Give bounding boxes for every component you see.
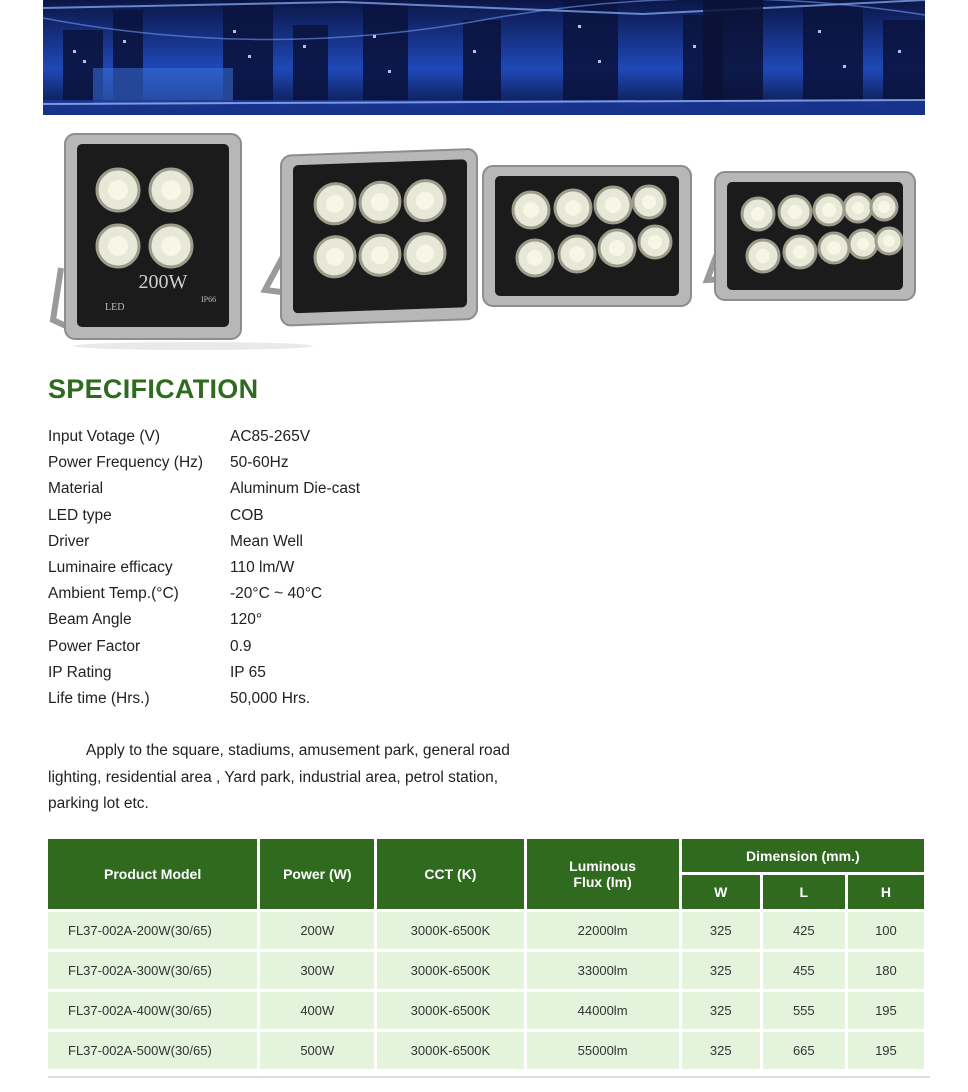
cell-cct: 3000K-6500K: [377, 1032, 523, 1069]
floodlight-500w-image: [707, 172, 915, 300]
header-luminous-flux-line1: Luminous: [569, 858, 637, 874]
product-model-table: [45, 836, 927, 1072]
cell-h: 180: [848, 952, 924, 989]
spec-row: [48, 607, 468, 633]
table-row: [48, 1032, 924, 1069]
spec-label: Ambient Temp.(°C): [48, 585, 179, 603]
cell-w: 325: [682, 912, 760, 949]
header-luminous-flux-line2: Flux (lm): [573, 874, 632, 890]
spec-value: COB: [230, 506, 264, 524]
table-row: [48, 912, 924, 949]
cell-flux: 22000lm: [527, 912, 679, 949]
spec-value: Mean Well: [230, 532, 303, 550]
cell-h: 195: [848, 992, 924, 1029]
cell-flux: 33000lm: [527, 952, 679, 989]
cell-l: 425: [763, 912, 845, 949]
header-dimension-w: W: [682, 875, 760, 909]
spec-row: [48, 581, 468, 607]
spec-label: Input Votage (V): [48, 428, 161, 446]
cell-l: 455: [763, 952, 845, 989]
spec-label: Beam Angle: [48, 611, 132, 629]
spec-label: Power Frequency (Hz): [48, 454, 204, 472]
cell-power: 200W: [260, 912, 374, 949]
city-night-skyline-image: [43, 0, 925, 115]
spec-value: Aluminum Die-cast: [230, 480, 361, 498]
spec-label: Material: [48, 480, 104, 498]
spec-value: 110 lm/W: [230, 559, 295, 577]
product-label-power: 200W: [138, 271, 188, 293]
cell-flux: 44000lm: [527, 992, 679, 1029]
cell-w: 325: [682, 992, 760, 1029]
spec-value: 50,000 Hrs.: [230, 689, 311, 707]
cell-l: 555: [763, 992, 845, 1029]
spec-row: [48, 555, 468, 581]
header-luminous-flux: [527, 839, 679, 909]
spec-row: [48, 424, 468, 450]
cell-power: 500W: [260, 1032, 374, 1069]
city-skyline-banner: [43, 0, 925, 115]
cell-model: FL37-002A-200W(30/65): [48, 912, 257, 949]
product-label-ip: IP66: [201, 295, 217, 304]
cell-w: 325: [682, 1032, 760, 1069]
spec-label: Life time (Hrs.): [48, 689, 150, 707]
spec-row: [48, 476, 468, 502]
floodlight-products-image: [43, 128, 925, 353]
spec-row: [48, 634, 468, 660]
header-dimension: Dimension (mm.): [682, 839, 924, 872]
spec-row: [48, 529, 468, 555]
header-cct: CCT (K): [377, 839, 523, 909]
cell-model: FL37-002A-400W(30/65): [48, 992, 257, 1029]
specification-list: [48, 424, 468, 712]
table-row: [48, 952, 924, 989]
spec-label: IP Rating: [48, 663, 112, 681]
header-product-model: Product Model: [48, 839, 257, 909]
product-label-led: LED: [105, 302, 125, 313]
spec-value: -20°C ~ 40°C: [230, 585, 323, 603]
spec-label: LED type: [48, 506, 112, 524]
cell-power: 400W: [260, 992, 374, 1029]
specification-title: SPECIFICATION: [48, 374, 259, 404]
spec-value: 0.9: [230, 637, 252, 655]
spec-label: Driver: [48, 532, 90, 550]
spec-value: IP 65: [230, 663, 266, 681]
spec-label: Luminaire efficacy: [48, 559, 173, 577]
spec-row: [48, 450, 468, 476]
application-text: Apply to the square, stadiums, amusement park, general road lighting, residential area , Yard park, industrial area, petrol station, parking lot etc.: [48, 742, 510, 812]
spec-value: 120°: [230, 611, 263, 629]
cell-model: FL37-002A-500W(30/65): [48, 1032, 257, 1069]
spec-row: [48, 660, 468, 686]
cell-model: FL37-002A-300W(30/65): [48, 952, 257, 989]
cell-flux: 55000lm: [527, 1032, 679, 1069]
header-dimension-h: H: [848, 875, 924, 909]
cell-w: 325: [682, 952, 760, 989]
floodlight-300w-image: [265, 149, 477, 326]
cell-cct: 3000K-6500K: [377, 912, 523, 949]
header-power: Power (W): [260, 839, 374, 909]
cell-h: 195: [848, 1032, 924, 1069]
cell-cct: 3000K-6500K: [377, 952, 523, 989]
spec-row: [48, 686, 468, 712]
spec-label: Power Factor: [48, 637, 141, 655]
cell-power: 300W: [260, 952, 374, 989]
product-images-row: [43, 128, 925, 353]
table-row: [48, 992, 924, 1029]
spec-row: [48, 503, 468, 529]
cell-h: 100: [848, 912, 924, 949]
bottom-divider: [48, 1076, 930, 1078]
cell-cct: 3000K-6500K: [377, 992, 523, 1029]
cell-l: 665: [763, 1032, 845, 1069]
spec-value: 50-60Hz: [230, 454, 289, 472]
header-dimension-l: L: [763, 875, 845, 909]
floodlight-200w-image: [53, 134, 241, 339]
spec-value: AC85-265V: [230, 428, 311, 446]
floodlight-400w-image: [483, 166, 691, 306]
